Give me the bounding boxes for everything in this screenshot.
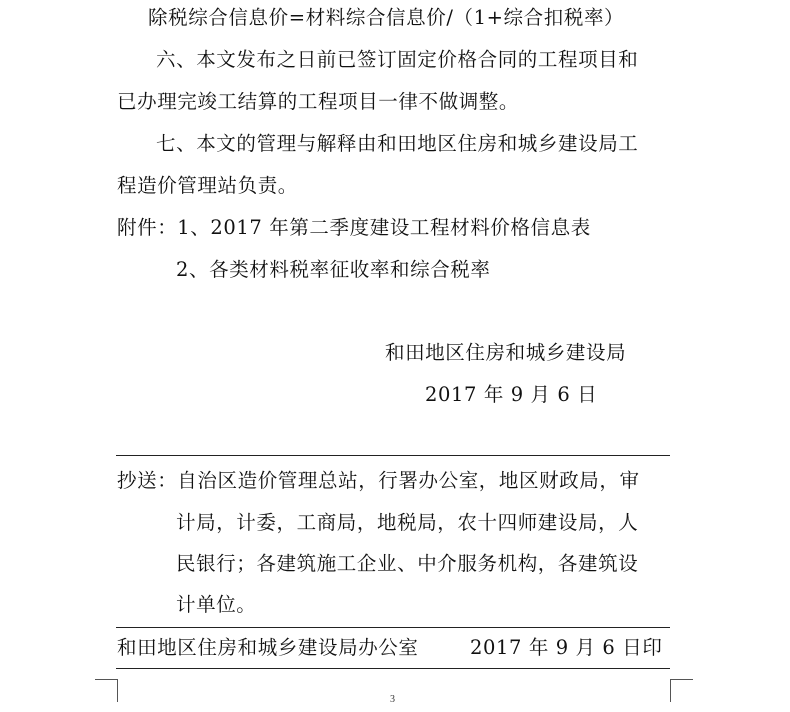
footer-bottom-rule — [116, 668, 670, 669]
footer-print-date: 2017 年 9 月 6 日印 — [470, 636, 663, 659]
attachment-line-1: 附件：1、2017 年第二季度建设工程材料价格信息表 — [117, 216, 591, 239]
attachment-line-2: 2、各类材料税率征收率和综合税率 — [176, 258, 491, 281]
cc-line-1: 抄送：自治区造价管理总站，行署办公室，地区财政局，审 — [117, 469, 640, 492]
formula-line: 除税综合信息价=材料综合信息价/（1+综合扣税率） — [148, 6, 625, 29]
item-six-line-1: 六、本文发布之日前已签订固定价格合同的工程项目和 — [156, 48, 639, 71]
page-corner-mark-right — [670, 679, 693, 702]
item-seven-line-1: 七、本文的管理与解释由和田地区住房和城乡建设局工 — [156, 132, 639, 155]
page-corner-mark-left — [95, 679, 118, 702]
cc-top-rule — [116, 455, 670, 456]
issuer-name: 和田地区住房和城乡建设局 — [385, 341, 627, 364]
footer-top-rule — [116, 627, 670, 628]
cc-line-4: 计单位。 — [176, 593, 257, 616]
item-seven-line-2: 程造价管理站负责。 — [117, 174, 298, 197]
cc-line-2: 计局，计委，工商局，地税局，农十四师建设局，人 — [176, 511, 639, 534]
cc-line-3: 民银行；各建筑施工企业、中介服务机构，各建筑设 — [176, 552, 639, 575]
item-six-line-2: 已办理完竣工结算的工程项目一律不做调整。 — [117, 90, 520, 113]
page-number: 3 — [390, 694, 395, 705]
footer-office: 和田地区住房和城乡建设局办公室 — [117, 636, 419, 659]
issue-date: 2017 年 9 月 6 日 — [425, 383, 598, 406]
